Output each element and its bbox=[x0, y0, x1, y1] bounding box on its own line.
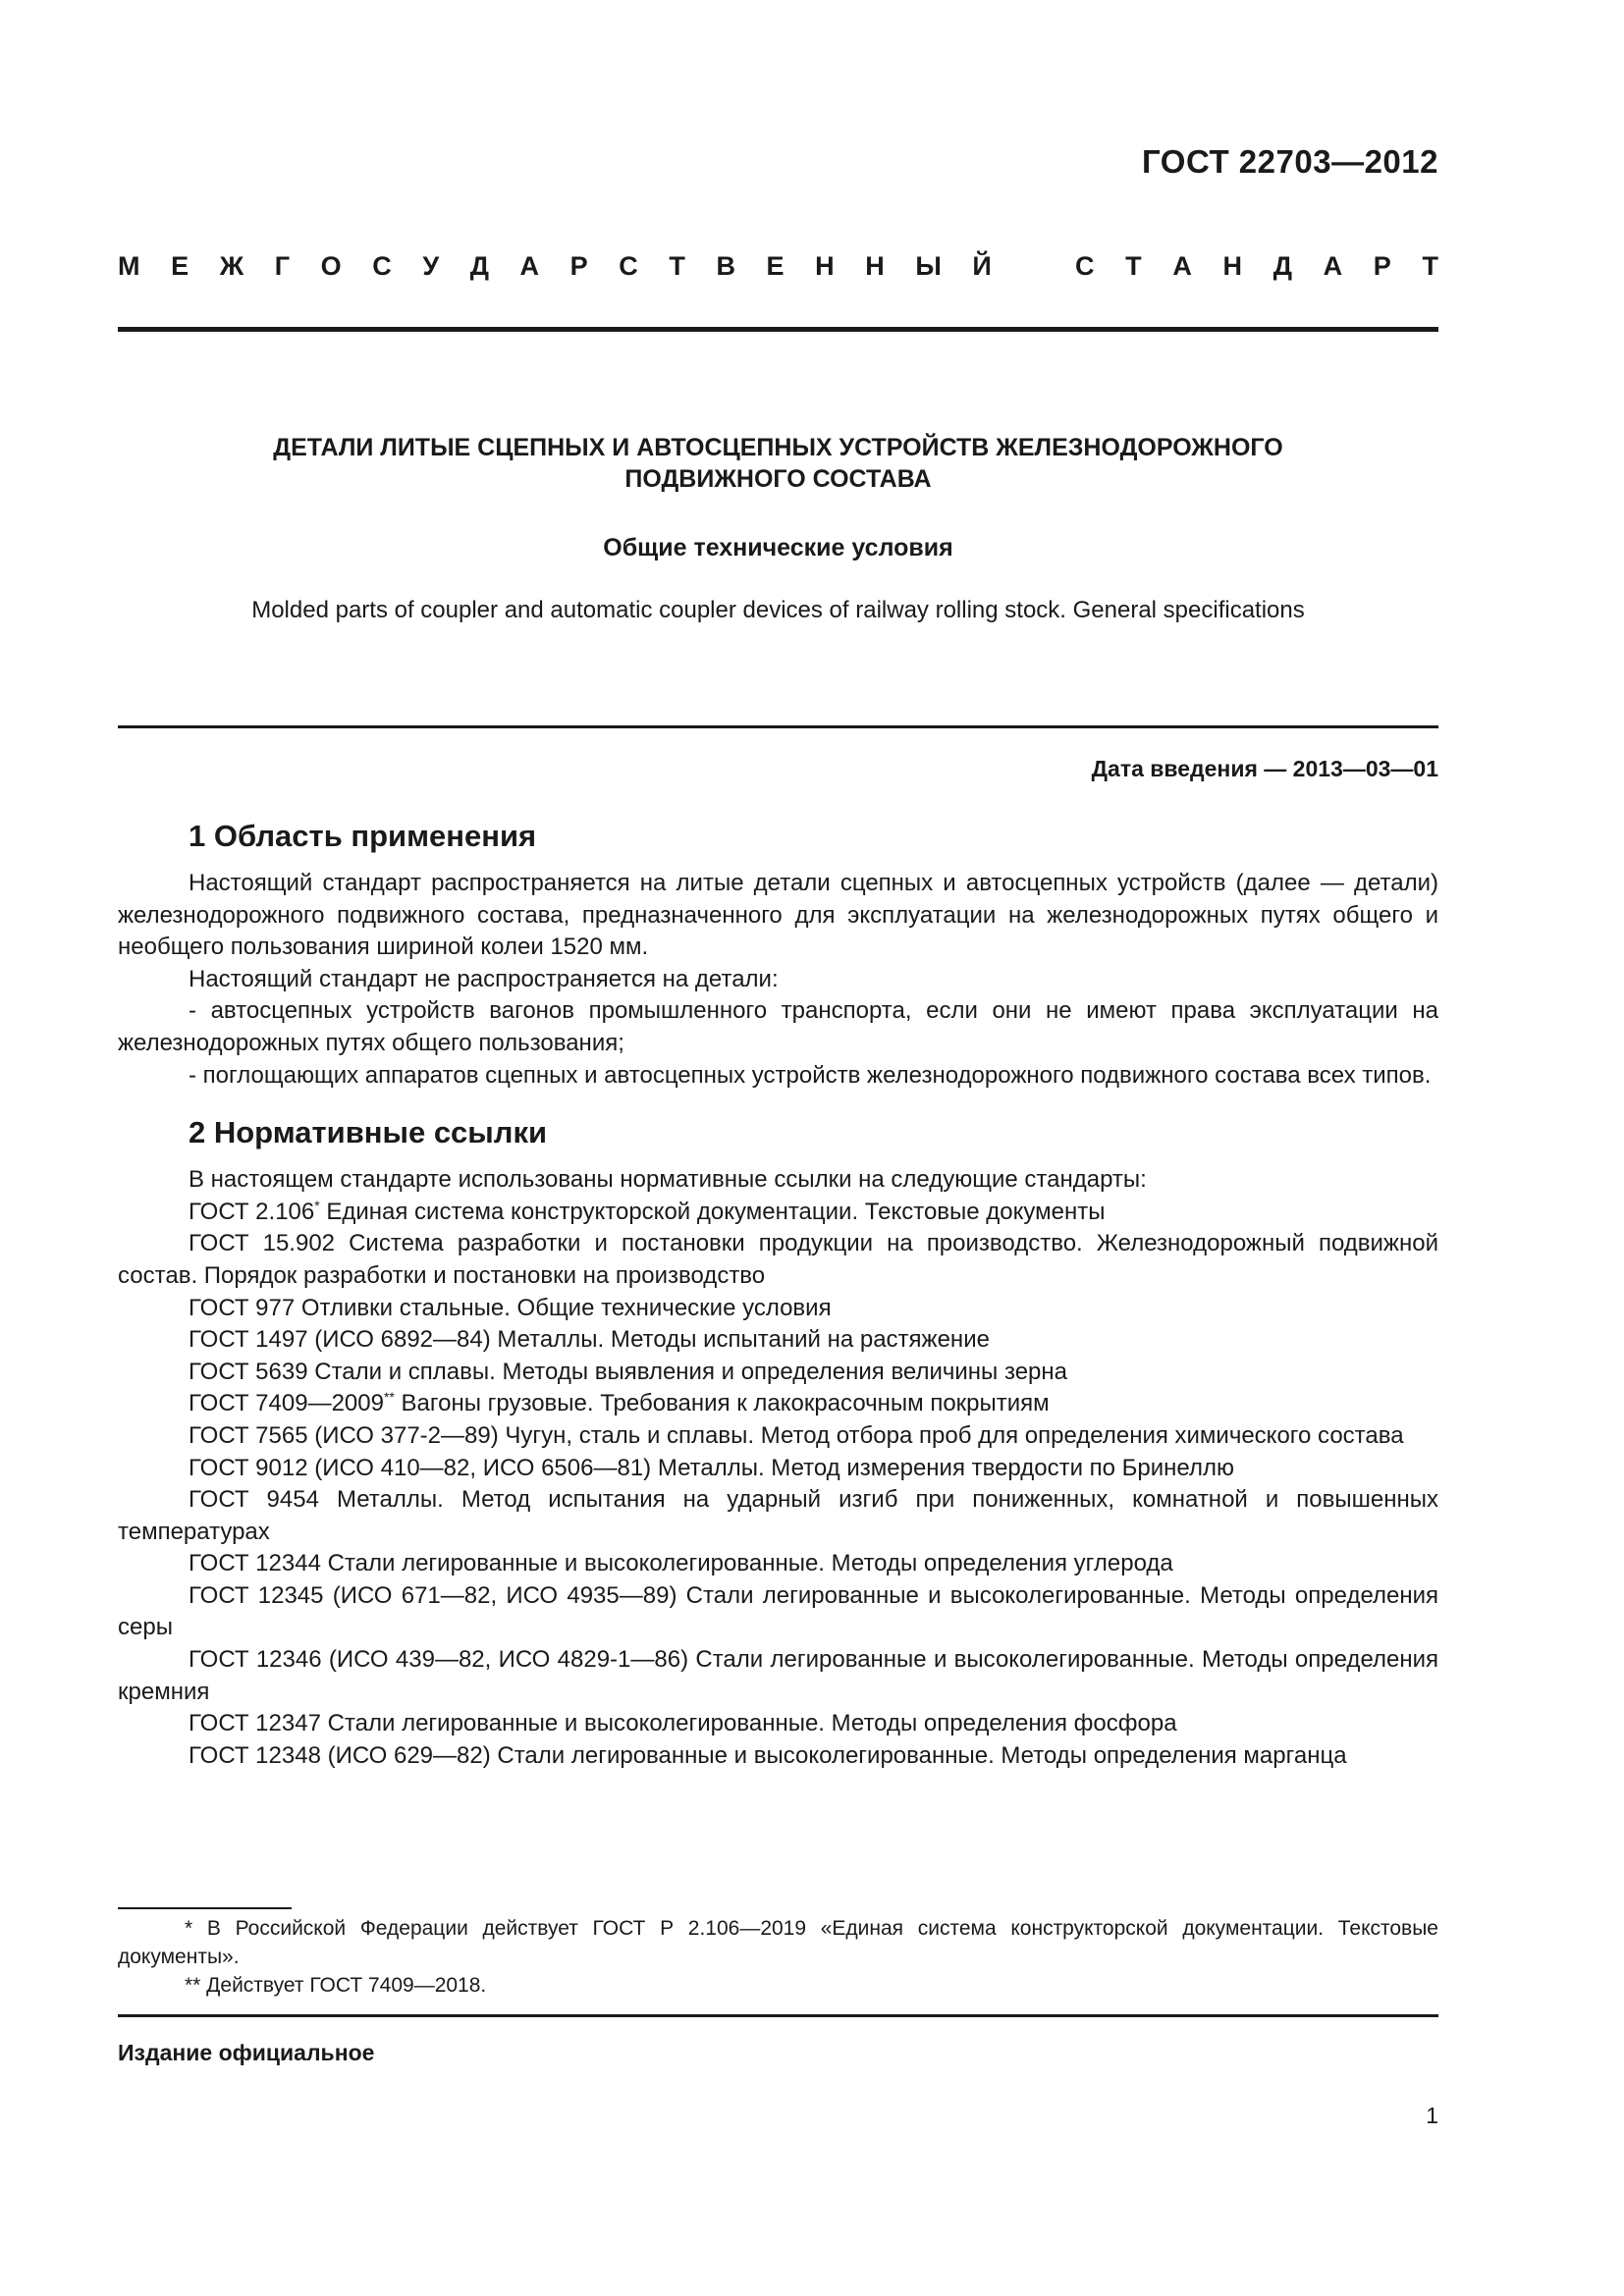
footnotes bbox=[118, 1914, 1438, 2000]
reference-item: ГОСТ 12344 Стали легированные и высоколегированные. Методы определения углерода bbox=[189, 1550, 1173, 1577]
document-subtitle: Общие технические условия bbox=[603, 534, 953, 561]
english-title: Molded parts of coupler and automatic coupler devices of railway rolling stock. General specifications bbox=[251, 597, 1305, 623]
footnote: ** Действует ГОСТ 7409—2018. bbox=[185, 1974, 487, 1997]
paragraph: Настоящий стандарт не распространяется на детали: bbox=[189, 965, 779, 992]
title-line-2: ПОДВИЖНОГО СОСТАВА bbox=[624, 465, 932, 493]
reference-item: ГОСТ 1497 (ИСО 6892—84) Металлы. Методы испытаний на растяжение bbox=[189, 1326, 990, 1354]
reference-item: ГОСТ 12348 (ИСО 629—82) Стали легированные и высоколегированные. Методы определения марганца bbox=[189, 1741, 1347, 1769]
edition-label: Издание официальное bbox=[118, 2040, 375, 2065]
reference-code: ГОСТ 7409—2009 bbox=[189, 1390, 384, 1417]
reference-item: ГОСТ 15.902 Система разработки и постановки продукции на производство. Железнодорожный подвижной состав. Порядок разработки и постановки на производство bbox=[118, 1230, 1438, 1289]
footnote-separator bbox=[118, 1907, 292, 1909]
reference-item: ГОСТ 9454 Металлы. Метод испытания на ударный изгиб при пониженных, комнатной и повышенных температурах bbox=[118, 1486, 1438, 1545]
reference-title: Единая система конструкторской документации. Текстовые документы bbox=[319, 1198, 1106, 1225]
reference-item: ГОСТ 5639 Стали и сплавы. Методы выявления и определения величины зерна bbox=[189, 1358, 1067, 1385]
footnote-mark: * bbox=[314, 1197, 320, 1213]
standard-type-word-2: С Т А Н Д А Р Т bbox=[1075, 251, 1438, 281]
reference-item: ГОСТ 977 Отливки стальные. Общие технические условия bbox=[189, 1294, 832, 1321]
page-number: 1 bbox=[1426, 2103, 1438, 2128]
section-2-intro: В настоящем стандарте использованы нормативные ссылки на следующие стандарты: bbox=[189, 1166, 1147, 1194]
document-code: ГОСТ 22703—2012 bbox=[1142, 143, 1438, 180]
section-1-heading: 1 Область применения bbox=[189, 819, 537, 853]
list-item: - автосцепных устройств вагонов промышленного транспорта, если они не имеют права эксплуатации на железнодорожных путях общего пользования; bbox=[118, 997, 1438, 1056]
list-item: - поглощающих аппаратов сцепных и автосцепных устройств железнодорожного подвижного состава всех типов. bbox=[189, 1061, 1432, 1089]
reference-item: ГОСТ 12346 (ИСО 439—82, ИСО 4829-1—86) Стали легированные и высоколегированные. Методы определения кремния bbox=[118, 1646, 1438, 1705]
reference-item bbox=[118, 1197, 1438, 1229]
footnote: * В Российской Федерации действует ГОСТ Р 2.106—2019 «Единая система конструкторской документации. Текстовые документы». bbox=[118, 1917, 1438, 1968]
reference-item: ГОСТ 12347 Стали легированные и высоколегированные. Методы определения фосфора bbox=[189, 1710, 1177, 1737]
document-page bbox=[118, 0, 1438, 2296]
footer-divider bbox=[118, 2014, 1438, 2017]
reference-item: ГОСТ 9012 (ИСО 410—82, ИСО 6506—81) Металлы. Метод измерения твердости по Бринеллю bbox=[189, 1454, 1234, 1481]
reference-item bbox=[118, 1388, 1438, 1420]
document-title bbox=[118, 432, 1438, 495]
standard-type-word-1: М Е Ж Г О С У Д А Р С Т В Е Н Н Ы Й bbox=[118, 251, 992, 281]
reference-title: Вагоны грузовые. Требования к лакокрасочным покрытиям bbox=[394, 1390, 1050, 1417]
paragraph: Настоящий стандарт распространяется на литые детали сцепных и автосцепных устройств (далее — детали) железнодорожного подвижного состава, предназначенного для эксплуатации на железнодорожных путях общего и необщего пользования шириной колеи 1520 мм. bbox=[118, 870, 1438, 961]
section-2-heading: 2 Нормативные ссылки bbox=[189, 1115, 548, 1150]
standard-type-heading bbox=[118, 251, 1438, 282]
reference-item: ГОСТ 12345 (ИСО 671—82, ИСО 4935—89) Стали легированные и высоколегированные. Методы определения серы bbox=[118, 1581, 1438, 1641]
introduction-date: Дата введения — 2013—03—01 bbox=[1091, 756, 1438, 781]
footnote-mark: ** bbox=[383, 1389, 395, 1406]
reference-code: ГОСТ 2.106 bbox=[189, 1198, 315, 1225]
reference-item: ГОСТ 7565 (ИСО 377-2—89) Чугун, сталь и сплавы. Метод отбора проб для определения химического состава bbox=[189, 1421, 1404, 1449]
title-line-1: ДЕТАЛИ ЛИТЫЕ СЦЕПНЫХ И АВТОСЦЕПНЫХ УСТРОЙСТВ ЖЕЛЕЗНОДОРОЖНОГО bbox=[273, 434, 1283, 461]
header-divider bbox=[118, 327, 1438, 332]
title-divider bbox=[118, 725, 1438, 728]
document-body bbox=[118, 815, 1438, 1772]
